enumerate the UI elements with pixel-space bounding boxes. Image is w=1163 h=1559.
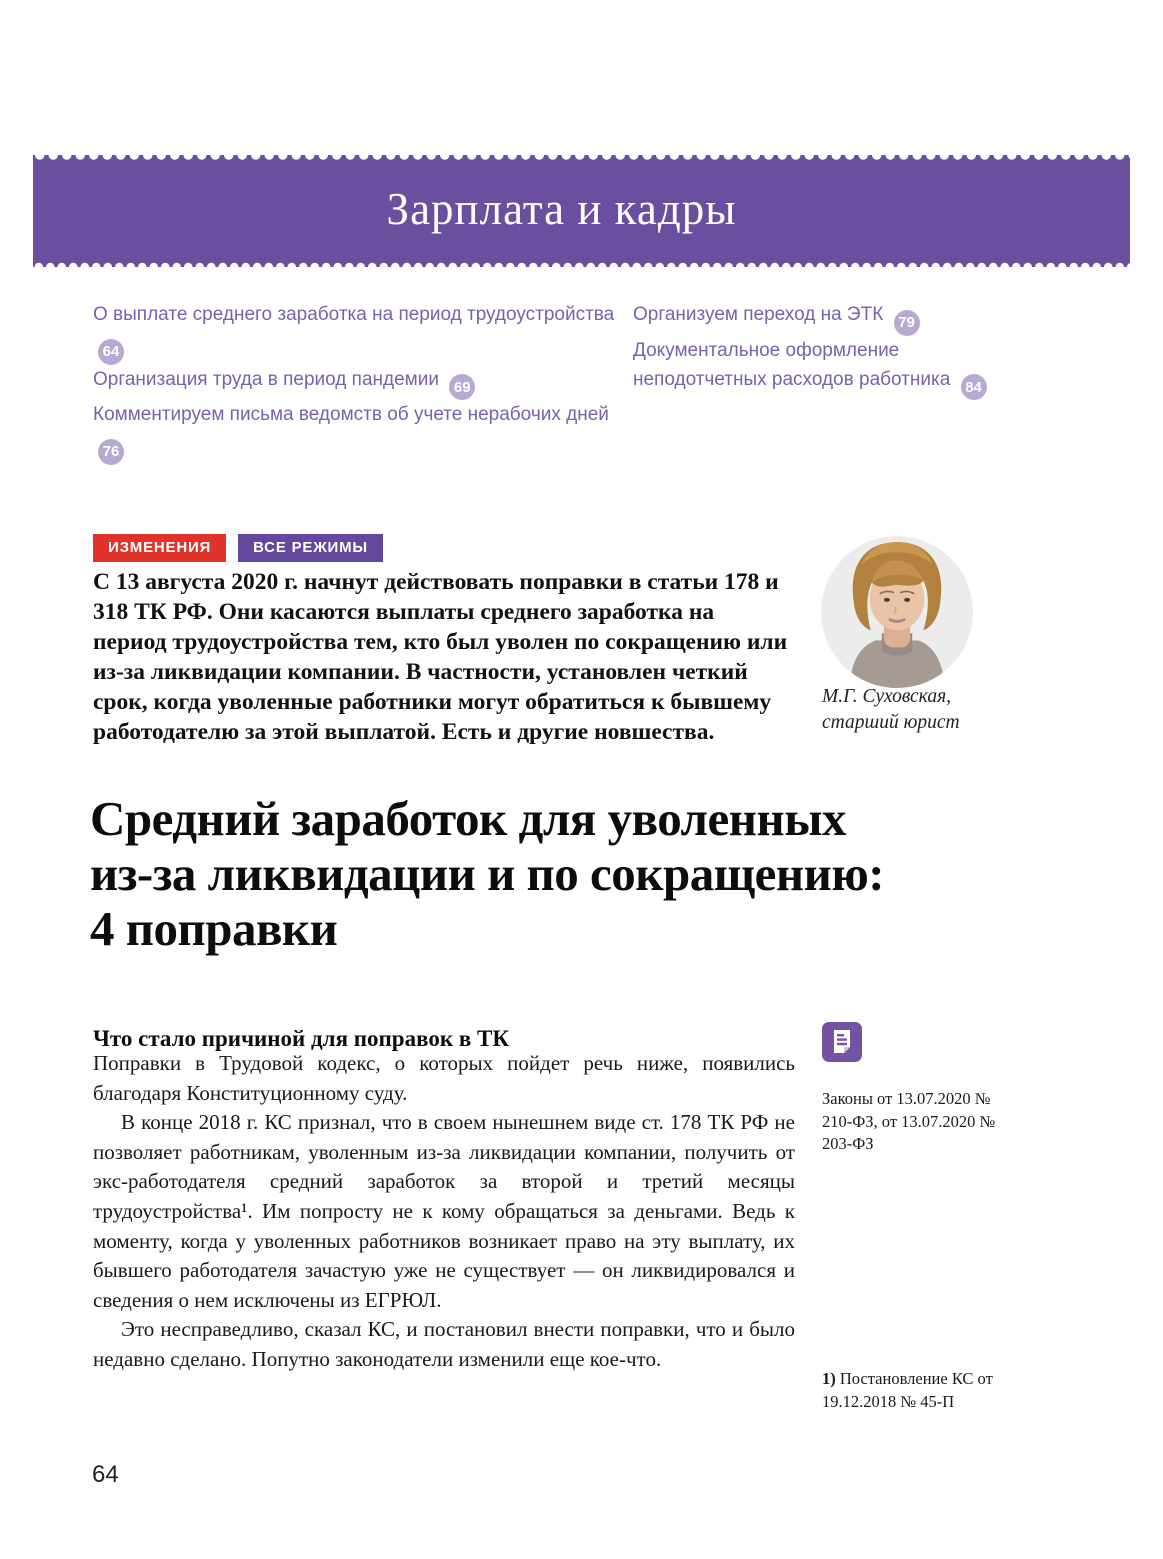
category-badges [93,534,383,562]
toc-page-badge: 79 [894,310,920,336]
article-body [93,1049,795,1375]
badge-changes: ИЗМЕНЕНИЯ [93,534,226,562]
page-number: 64 [92,1461,119,1488]
toc-item-average-earnings[interactable] [93,300,633,365]
rubric-title: Зарплата и кадры [386,183,737,234]
toc-page-badge: 84 [961,374,987,400]
article-lede: С 13 августа 2020 г. начнут действовать поправки в статьи 178 и 318 ТК РФ. Они касаются выплаты среднего заработка на период трудоустройства тем, кто был уволен по сокращению или из-за ликвидации компании. В частности, установлен четкий срок, когда уволенные работники могут обратиться к бывшему работодателю за этой выплатой. Есть и другие новшества. [93,569,788,745]
banner-perforation-top [33,155,1130,163]
section-heading: Что стало причиной для поправок в ТК [93,1026,510,1051]
toc-page-badge: 76 [98,439,124,465]
footnote-text: Постановление КС от 19.12.2018 № 45-П [822,1369,993,1411]
toc-page-badge: 64 [98,339,124,365]
author-photo [821,536,973,688]
article-title-line: из-за ликвидации и по сокращению: [90,846,885,901]
author-role: старший юрист [822,712,960,733]
toc-item-label: Организация труда в период пандемии [93,368,439,390]
footnote-marker: 1) [822,1369,836,1388]
article-title-line: 4 поправки [90,901,338,956]
author-caption [822,684,960,736]
article-title-line: Средний заработок для уволенных [90,791,847,846]
author-name: М.Г. Суховская, [822,686,952,707]
toc-item-label: О выплате среднего заработка на период трудоустройства [93,304,615,325]
toc-item-label: Организуем переход на ЭТК [633,304,884,325]
toc-item-etk-transition[interactable] [633,300,1033,336]
toc-item-label: Комментируем письма ведомств об учете нерабочих дней [93,404,609,425]
footnote [822,1368,1012,1413]
toc-left-column [93,300,633,465]
toc-page-badge: 69 [449,374,475,400]
document-icon [822,1022,862,1062]
banner-perforation-bottom [33,260,1130,267]
body-paragraph: Поправки в Трудовой кодекс, о которых пойдет речь ниже, появились благодаря Конституционному суду. [93,1051,795,1105]
body-paragraph: Это несправедливо, сказал КС, и постановил внести поправки, что и было недавно сделано. Попутно законодатели изменили еще кое-что. [93,1317,795,1371]
article-title [90,791,1090,956]
rubric-banner [33,155,1130,267]
toc-item-pandemic-work[interactable] [93,365,633,401]
toc-item-agency-letters[interactable] [93,400,633,465]
toc-right-column [633,300,1033,400]
body-paragraph: В конце 2018 г. КС признал, что в своем нынешнем виде ст. 178 ТК РФ не позволяет работникам, уволенным из-за ликвидации компании, получить от экс-работодателя средний заработок за второй и третий месяцы трудоустройства¹. Им попросту не к кому обращаться за деньгами. Ведь к моменту, когда у уволенных работников возникает право на эту выплату, их бывшего работодателя зачастую уже не существует — он ликвидировался и сведения о нем исключены из ЕГРЮЛ. [93,1110,795,1312]
law-reference: Законы от 13.07.2020 № 210-ФЗ, от 13.07.2020 № 203-ФЗ [822,1089,996,1153]
toc-item-label: Документальное оформление неподотчетных расходов работника [633,339,951,390]
badge-all-regimes: ВСЕ РЕЖИМЫ [238,534,383,562]
toc-item-unaccounted-expenses[interactable] [633,336,1033,401]
author-portrait-illustration [821,536,973,688]
